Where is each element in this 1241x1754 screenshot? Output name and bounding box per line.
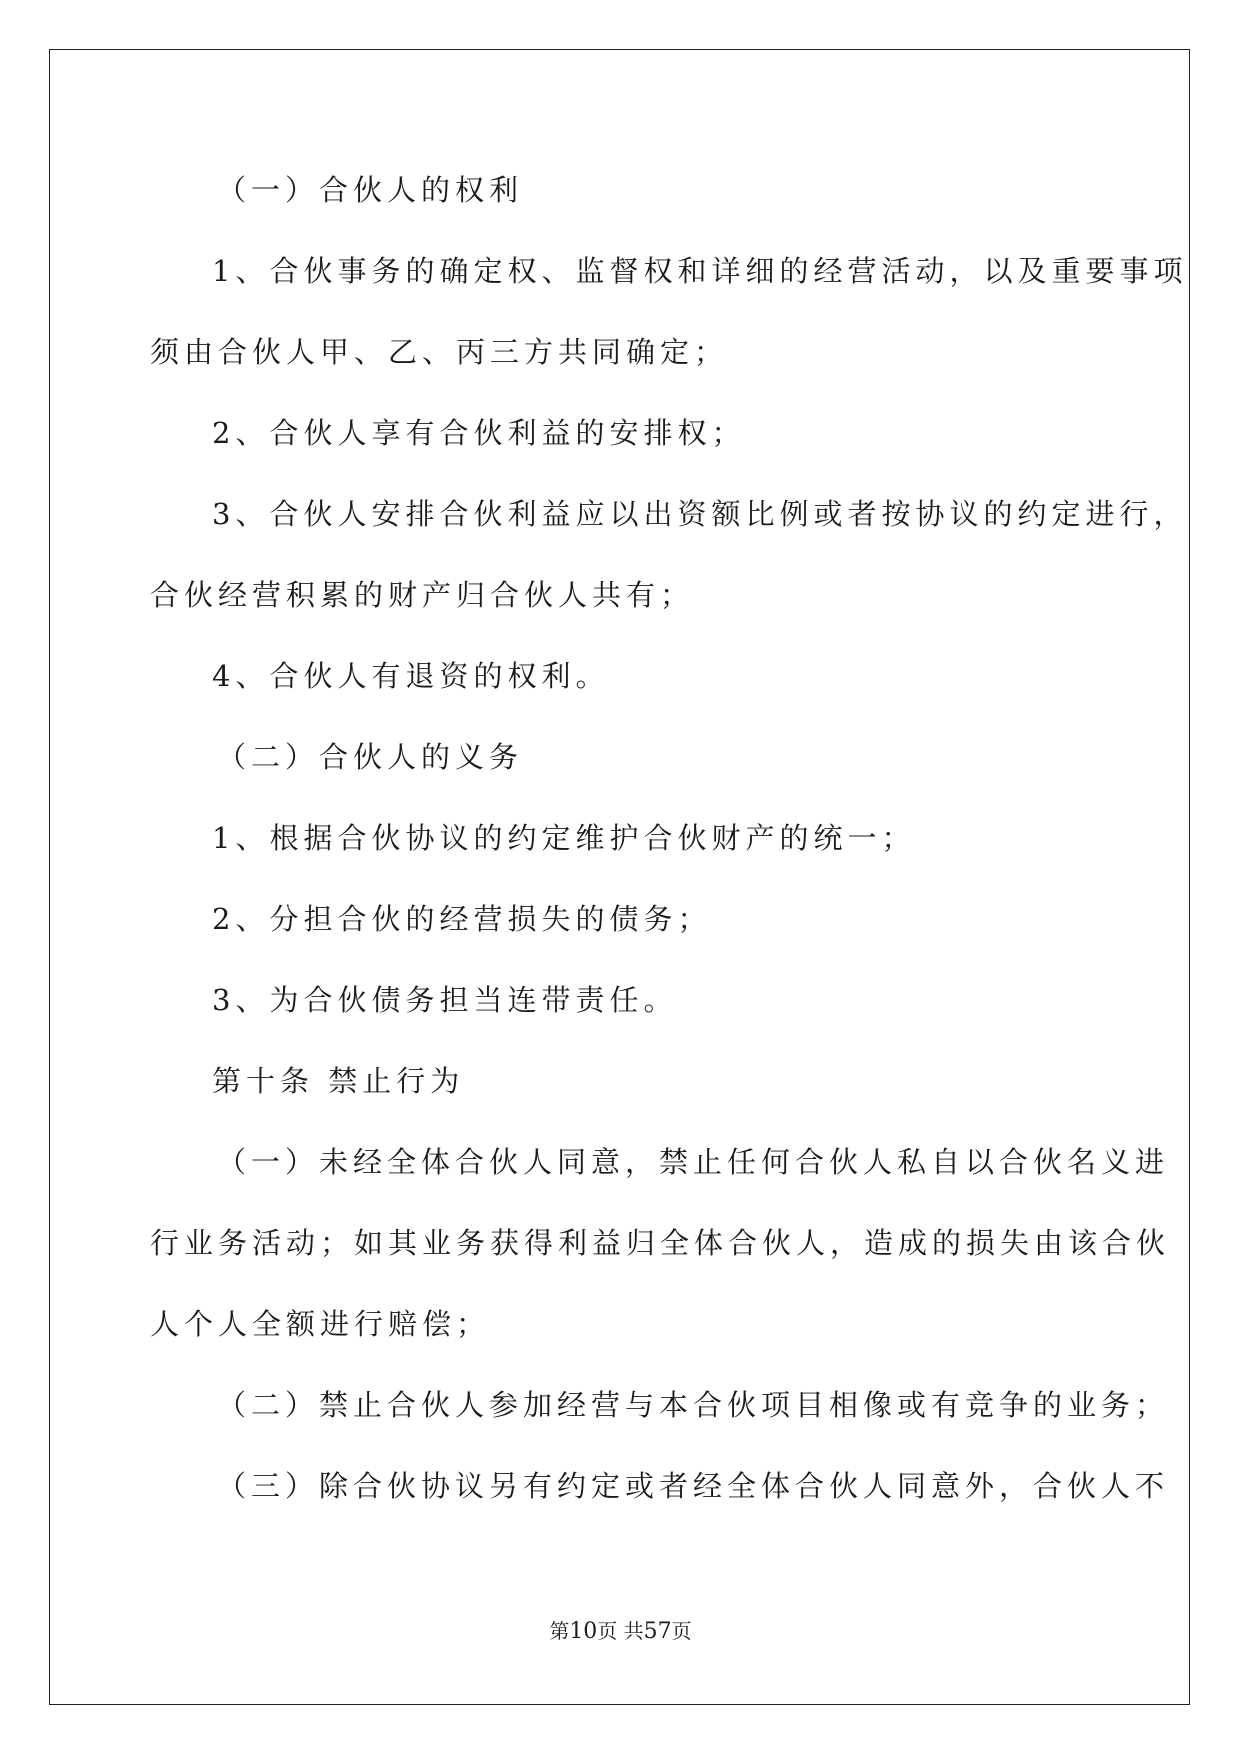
page-footer: [0, 1615, 1241, 1644]
paragraph-line: 4、合伙人有退资的权利。: [212, 659, 610, 693]
paragraph-line: 3、合伙人安排合伙利益应以出资额比例或者按协议的约定进行，: [212, 497, 1188, 531]
paragraph-line: （二）禁止合伙人参加经营与本合伙项目相像或有竞争的业务；: [217, 1388, 1170, 1422]
footer-suffix: 页: [671, 1619, 692, 1643]
article-heading: 第十条 禁止行为: [212, 1064, 465, 1098]
total-page-number: 57: [643, 1619, 672, 1644]
footer-prefix: 第: [549, 1619, 570, 1643]
paragraph-line: 3、为合伙债务担当连带责任。: [212, 983, 678, 1017]
page-border: [49, 49, 1190, 1705]
paragraph-line: 1、合伙事务的确定权、监督权和详细的经营活动，以及重要事项: [212, 254, 1188, 288]
paragraph-line: 1、根据合伙协议的约定维护合伙财产的统一；: [212, 821, 916, 855]
paragraph-line: （三）除合伙协议另有约定或者经全体合伙人同意外，合伙人不: [217, 1469, 1170, 1503]
paragraph-line: （一）未经全体合伙人同意，禁止任何合伙人私自以合伙名义进: [217, 1145, 1170, 1179]
section-heading-rights: （一）合伙人的权利: [217, 173, 524, 207]
paragraph-line: 2、分担合伙的经营损失的债务；: [212, 902, 712, 936]
footer-middle: 页 共: [597, 1619, 644, 1643]
paragraph-line: 行业务活动；如其业务获得利益归全体合伙人，造成的损失由该合伙: [150, 1226, 1171, 1260]
paragraph-line: 2、合伙人享有合伙利益的安排权；: [212, 416, 746, 450]
paragraph-line: 须由合伙人甲、乙、丙三方共同确定；: [150, 335, 729, 369]
current-page-number: 10: [569, 1619, 598, 1644]
paragraph-line: 合伙经营积累的财产归合伙人共有；: [150, 578, 695, 612]
section-heading-duties: （二）合伙人的义务: [217, 740, 524, 774]
paragraph-line: 人个人全额进行赔偿；: [150, 1307, 491, 1341]
